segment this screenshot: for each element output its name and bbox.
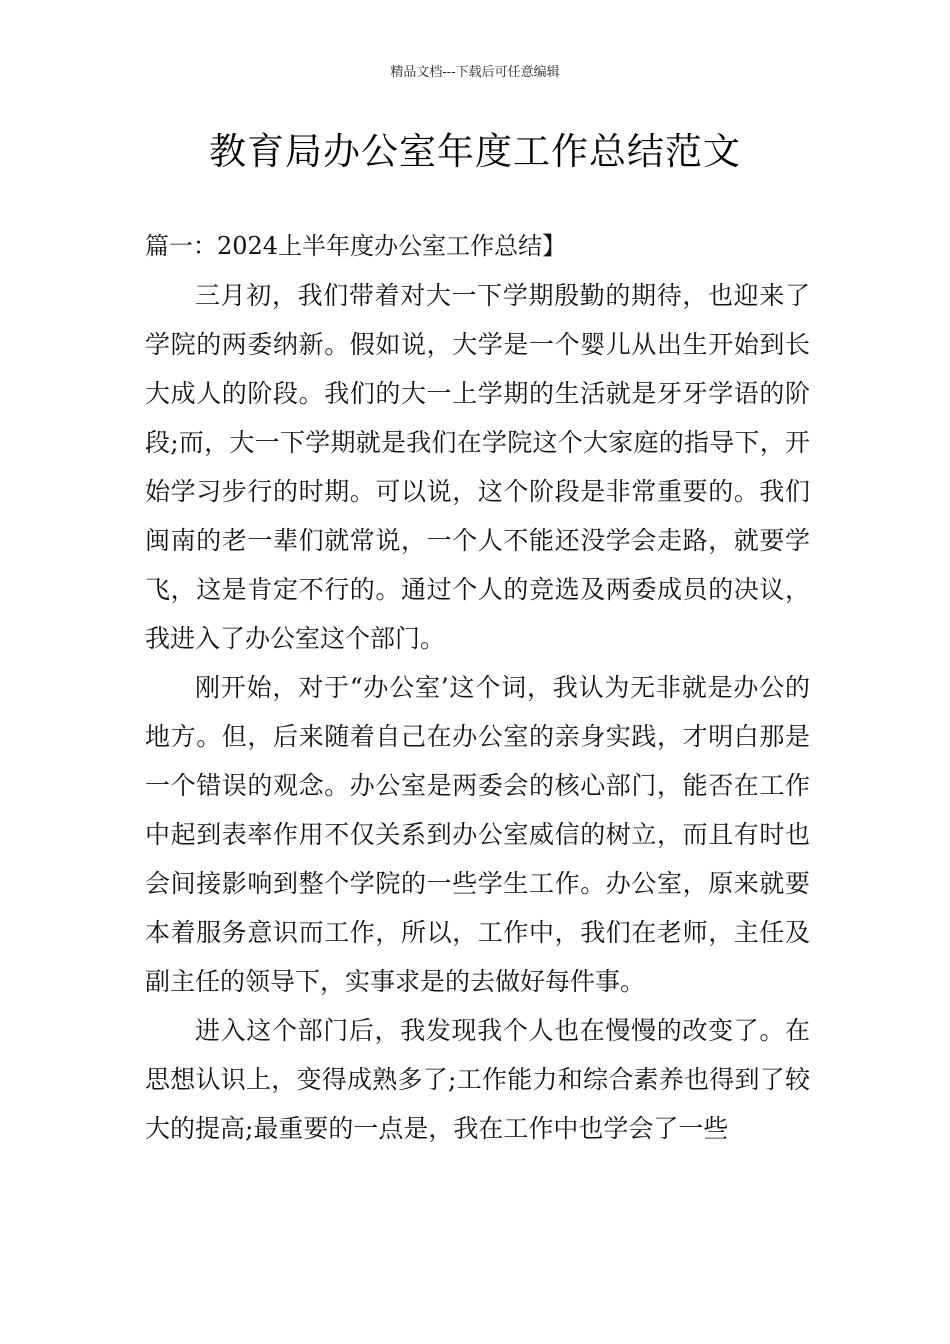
header-note: 精品文档---下载后可任意编辑 xyxy=(390,65,560,80)
section-heading: 篇一：2024上半年度办公室工作总结】 xyxy=(145,232,567,260)
paragraph-1: 三月初，我们带着对大一下学期殷勤的期待，也迎来了学院的两委纳新。假如说，大学是一个婴儿从出生开始到长大成人的阶段。我们的大一上学期的生活就是牙牙学语的阶段;而，大一下学期就是我们在学院这个大家庭的指导下，开始学习步行的时期。可以说，这个阶段是非常重要的。我们闽南的老一辈们就常说，一个人不能还没学会走路，就要学飞，这是肯定不行的。通过个人的竞选及两委成员的决议，我进入了办公室这个部门。 xyxy=(145,281,810,653)
paragraph-2: 刚开始，对于“办公室’这个词，我认为无非就是办公的地方。但，后来随着自己在办公室的亲身实践，才明白那是一个错误的观念。办公室是两委会的核心部门，能否在工作中起到表率作用不仅关系到办公室威信的树立，而且有时也会间接影响到整个学院的一些学生工作。办公室，原来就要本着服务意识而工作，所以，工作中，我们在老师，主任及副主任的领导下，实事求是的去做好每件事。 xyxy=(145,673,810,996)
document-body xyxy=(145,222,810,1153)
paragraph-3: 进入这个部门后，我发现我个人也在慢慢的改变了。在思想认识上，变得成熟多了;工作能力和综合素养也得到了较大的提高;最重要的一点是，我在工作中也学会了一些 xyxy=(145,1016,810,1143)
page-title: 教育局办公室年度工作总结范文 xyxy=(209,130,741,173)
